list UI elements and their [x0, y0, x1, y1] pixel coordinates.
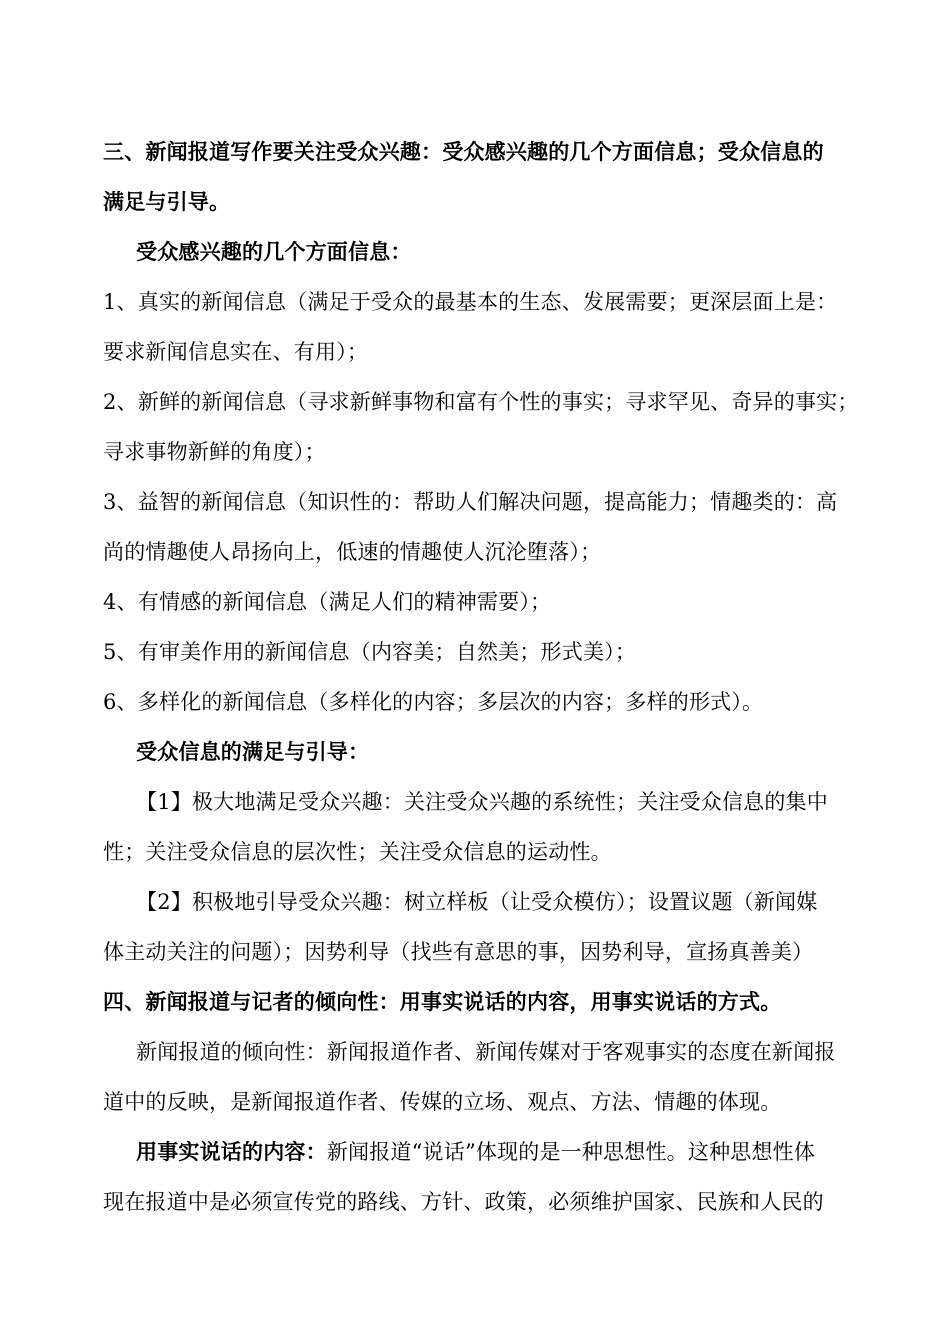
item-4: 4、有情感的新闻信息（满足人们的精神需要）；: [103, 590, 552, 614]
item-1-line-1: 1、真实的新闻信息（满足于受众的最基本的生态、发展需要；更深层面上是：: [103, 290, 838, 314]
fact-content-label: 用事实说话的内容：: [136, 1140, 327, 1164]
tendency-line-2: 道中的反映，是新闻报道作者、传媒的立场、观点、方法、情趣的体现。: [103, 1090, 782, 1114]
item-6: 6、多样化的新闻信息（多样化的内容；多层次的内容；多样的形式）。: [103, 690, 764, 714]
item-5: 5、有审美作用的新闻信息（内容美；自然美；形式美）；: [103, 640, 637, 664]
item-1-line-2: 要求新闻信息实在、有用）；: [103, 340, 369, 364]
guide-2-line-1: 【2】积极地引导受众兴趣：树立样板（让受众模仿）；设置议题（新闻媒: [136, 890, 818, 914]
section-three-title-line-1: 三、新闻报道写作要关注受众兴趣：受众感兴趣的几个方面信息；受众信息的: [103, 140, 824, 164]
item-3-line-1: 3、益智的新闻信息（知识性的：帮助人们解决问题，提高能力；情趣类的：高: [103, 490, 838, 514]
item-3-line-2: 尚的情趣使人昂扬向上，低速的情趣使人沉沦堕落）；: [103, 540, 602, 564]
item-2-line-1: 2、新鲜的新闻信息（寻求新鲜事物和富有个性的事实；寻求罕见、奇异的事实；: [103, 390, 859, 414]
guide-1-line-2: 性；关注受众信息的层次性；关注受众信息的运动性。: [103, 840, 612, 864]
guide-2-line-2: 体主动关注的问题）；因势利导（找些有意思的事，因势利导，宣扬真善美）: [103, 940, 814, 964]
fact-content-line-2: 现在报道中是必须宣传党的路线、方针、政策，必须维护国家、民族和人民的: [103, 1190, 824, 1214]
item-2-line-2: 寻求事物新鲜的角度）；: [103, 440, 326, 464]
subheading-satisfaction: 受众信息的满足与引导：: [136, 740, 370, 764]
fact-content-line-1-text: 新闻报道“说话”体现的是一种思想性。这种思想性体: [326, 1140, 816, 1164]
subheading-interest-info: 受众感兴趣的几个方面信息：: [136, 240, 412, 264]
section-three-title-line-2: 满足与引导。: [103, 190, 231, 214]
section-four-title: 四、新闻报道与记者的倾向性：用事实说话的内容，用事实说话的方式。: [103, 990, 782, 1014]
tendency-line-1: 新闻报道的倾向性：新闻报道作者、新闻传媒对于客观事实的态度在新闻报: [136, 1040, 836, 1064]
guide-1-line-1: 【1】极大地满足受众兴趣：关注受众兴趣的系统性；关注受众信息的集中: [136, 790, 828, 814]
fact-content-line-1: [136, 1137, 896, 1167]
